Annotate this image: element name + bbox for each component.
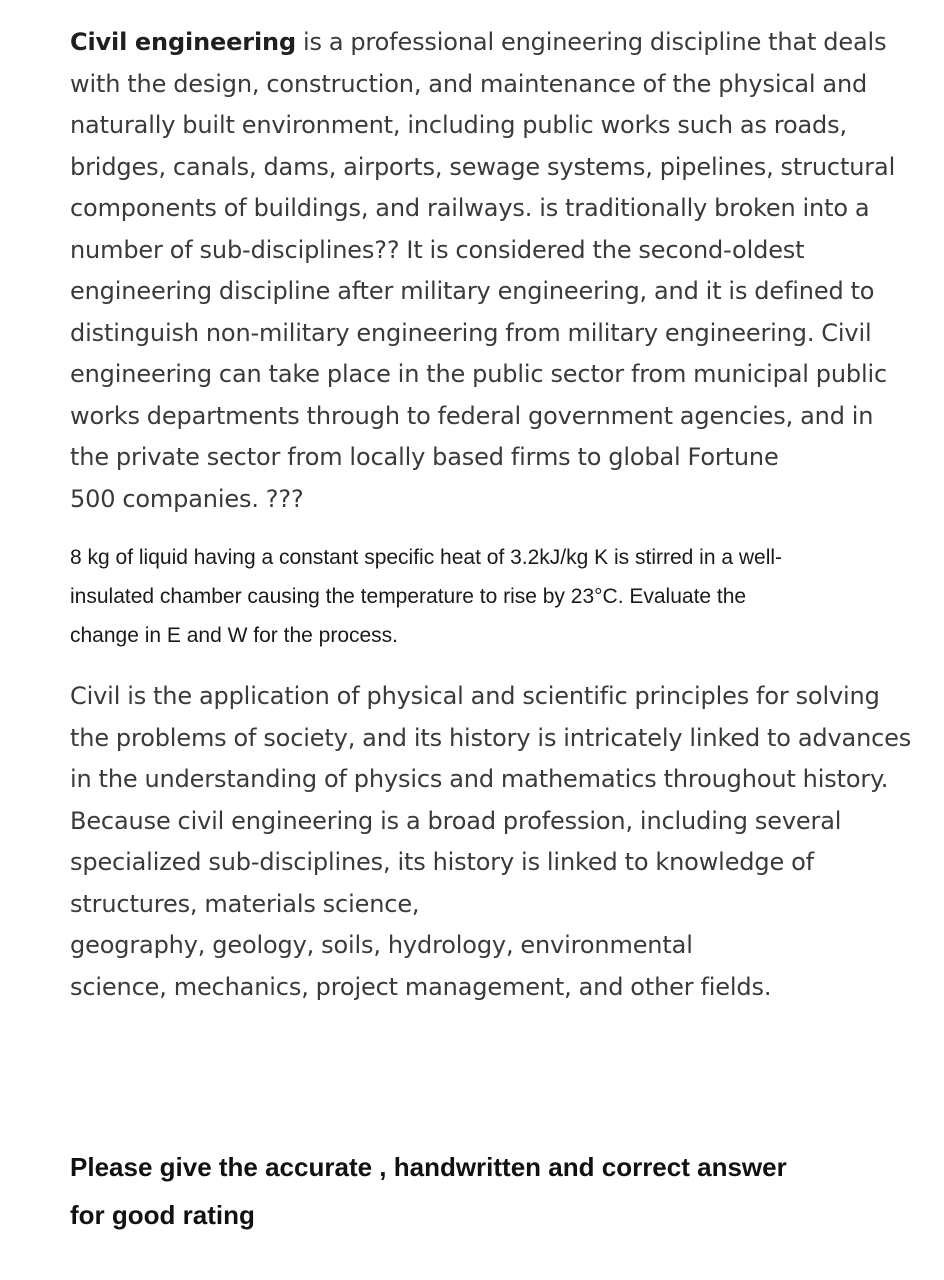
question-line: 8 kg of liquid having a constant specific heat of 3.2kJ/kg K is stirred in a well- (70, 546, 783, 569)
question-line: change in E and W for the process. (70, 624, 399, 647)
text-line: Civil is the application of physical and scientific principles for solving (70, 682, 880, 710)
text-line: science, mechanics, project management, and other fields. (70, 972, 772, 1001)
question-line: insulated chamber causing the temperature to rise by 23°C. Evaluate the (70, 585, 747, 608)
text-line (70, 22, 887, 64)
text-line: the private sector from locally based firms to global Fortune (70, 443, 779, 471)
text-line: number of sub-disciplines?? It is considered the second-oldest (70, 235, 805, 264)
paragraph-civil-history-wrap (70, 676, 912, 1008)
text-line: the problems of society, and its history is intricately linked to advances (70, 723, 912, 752)
bold-term: Civil engineering (70, 28, 296, 56)
text-line: specialized sub-disciplines, its history is linked to knowledge of (70, 848, 814, 876)
text-line: works departments through to federal government agencies, and in (70, 401, 874, 430)
text-line: bridges, canals, dams, airports, sewage systems, pipelines, structural (70, 152, 896, 181)
text-fragment: is a professional engineering discipline that deals (295, 28, 887, 56)
text-line: Because civil engineering is a broad profession, including several (70, 806, 842, 835)
text-line: components of buildings, and railways. is traditionally broken into a (70, 194, 870, 222)
request-line: Please give the accurate , handwritten and correct answer (70, 1152, 787, 1182)
text-line: engineering can take place in the public sector from municipal public (70, 360, 888, 388)
text-line: with the design, construction, and maintenance of the physical and (70, 69, 868, 98)
text-line: naturally built environment, including public works such as roads, (70, 111, 847, 139)
text-line: 500 companies. ??? (70, 484, 304, 513)
paragraph-civil-history (70, 676, 912, 1008)
text-line: in the understanding of physics and mathematics throughout history. (70, 765, 889, 793)
text-line: structures, materials science, (70, 889, 420, 918)
question-thermodynamics (70, 538, 890, 655)
answer-request-note (70, 1143, 890, 1239)
request-line: for good rating (70, 1200, 255, 1230)
text-line: distinguish non-military engineering from military engineering. Civil (70, 318, 872, 347)
text-line: engineering discipline after military engineering, and it is defined to (70, 277, 875, 305)
paragraph-civil-engineering-intro (70, 22, 896, 520)
text-line: geography, geology, soils, hydrology, environmental (70, 931, 693, 959)
